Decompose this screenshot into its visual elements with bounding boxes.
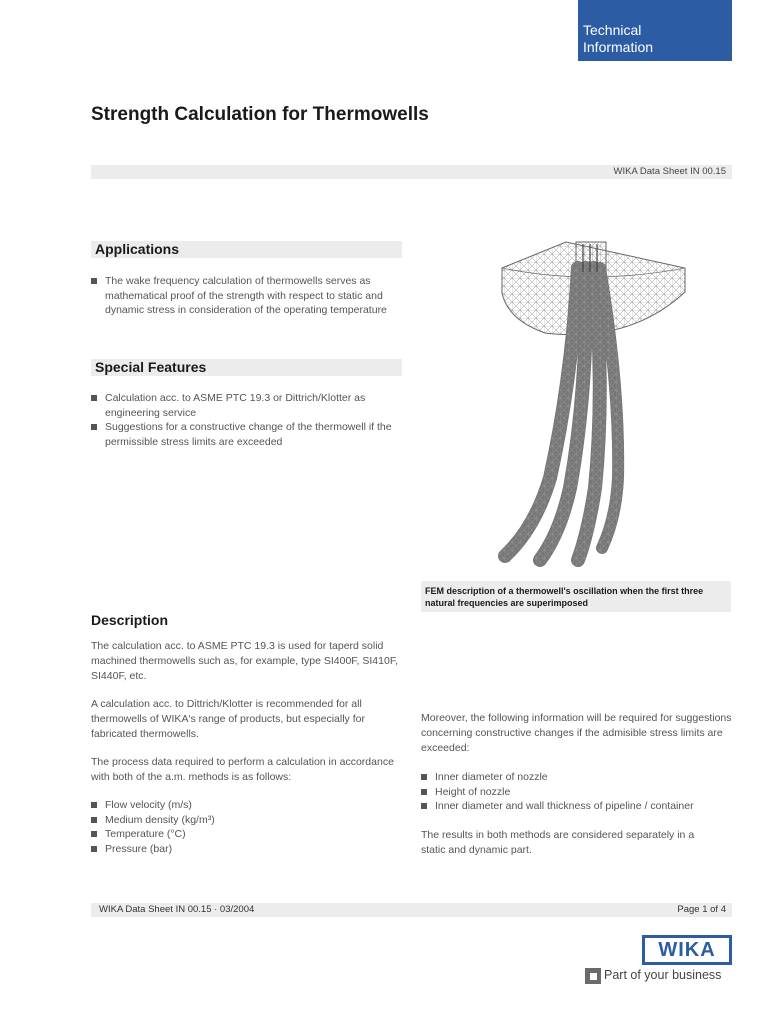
description-heading: Description <box>91 612 169 628</box>
list-item: Suggestions for a constructive change of the thermowell if the permissible stress limits are exceeded <box>91 420 406 449</box>
badge-line-2: Information <box>583 39 654 55</box>
badge-line-1: Technical <box>583 22 642 38</box>
list-item: The wake frequency calculation of thermowells serves as mathematical proof of the strength with respect to static and dynamic stress in consideration of the operating temperature <box>91 274 406 318</box>
list-item: Calculation acc. to ASME PTC 19.3 or Dittrich/Klotter as engineering service <box>91 391 406 420</box>
datasheet-reference: WIKA Data Sheet IN 00.15 <box>613 166 726 177</box>
constructive-info-list <box>421 770 733 814</box>
description-paragraph-2: A calculation acc. to Dittrich/Klotter is recommended for all thermowells of WIKA's range of products, but especially for fabricated thermowells. <box>91 698 365 740</box>
datasheet-reference-bar <box>91 165 732 179</box>
description-paragraph-3: The process data required to perform a calculation in accordance with both of the a.m. methods is as follows: <box>91 756 394 783</box>
list-item: Flow velocity (m/s) <box>91 798 406 813</box>
page-number: Page 1 of 4 <box>677 904 726 915</box>
figure-caption: FEM description of a thermowell's oscillation when the first three natural frequencies are superimposed <box>421 581 731 612</box>
list-item: Pressure (bar) <box>91 842 406 857</box>
footer-bar <box>91 903 732 917</box>
list-item: Height of nozzle <box>421 785 733 800</box>
applications-list <box>91 274 406 318</box>
list-item: Temperature (°C) <box>91 827 406 842</box>
list-item: Inner diameter of nozzle <box>421 770 733 785</box>
description-paragraph-1: The calculation acc. to ASME PTC 19.3 is used for taperd solid machined thermowells such as, for example, type SI400F, SI410F, SI440F, etc. <box>91 640 398 682</box>
list-item: Medium density (kg/m³) <box>91 813 406 828</box>
footer-datasheet-ref: WIKA Data Sheet IN 00.15 · 03/2004 <box>99 904 255 915</box>
technical-information-badge <box>578 0 732 61</box>
tagline-square-icon <box>585 968 601 984</box>
special-features-heading: Special Features <box>91 359 402 376</box>
process-data-list <box>91 798 406 856</box>
special-features-list <box>91 391 406 449</box>
right-paragraph-2: The results in both methods are considered separately in a static and dynamic part. <box>421 829 695 856</box>
list-item: Inner diameter and wall thickness of pipeline / container <box>421 799 733 814</box>
page-title: Strength Calculation for Thermowells <box>91 104 429 125</box>
tagline-block <box>585 966 735 986</box>
applications-heading: Applications <box>91 241 402 258</box>
wika-logo: WIKA <box>642 935 732 965</box>
tagline: Part of your business <box>604 968 722 982</box>
right-paragraph-1: Moreover, the following information will be required for suggestions concerning constructive changes if the admisible stress limits are exceeded: <box>421 712 732 754</box>
fem-thermowell-figure <box>480 238 700 573</box>
